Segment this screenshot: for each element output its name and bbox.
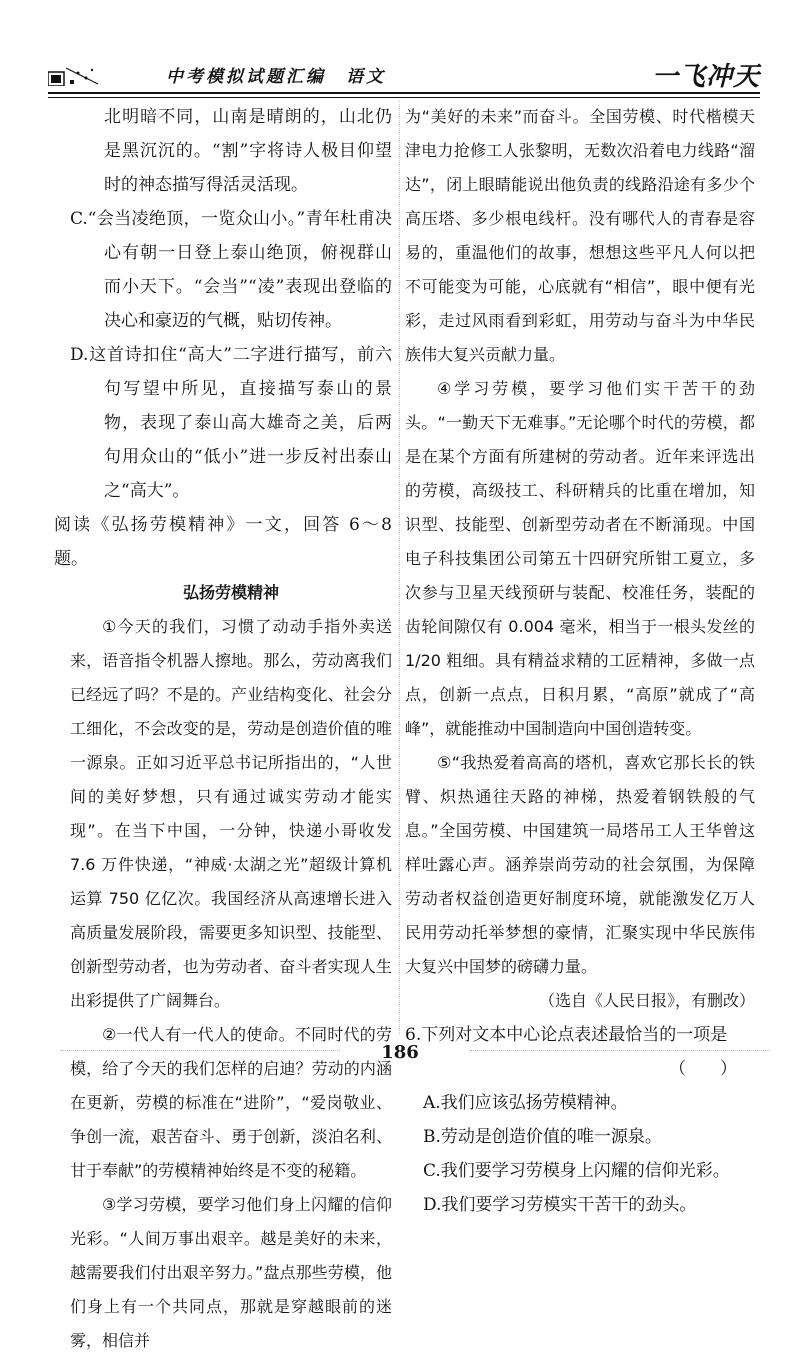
article-paragraph-5: ⑤“我热爱着高高的塔机，喜欢它那长长的铁臂、炽热通往天路的神梯，热爱着钢铁般的气息。”全国劳模、中国建筑一局塔吊工人王华曾这样吐露心声。涵养崇尚劳动的社会氛围，为保障劳动者权益创造更好制度环境，就能激发亿万人民用劳动托举梦想的豪情，汇聚实现中华民族伟大复兴中国梦的磅礴力量。 — [405, 753, 755, 976]
article-paragraph-3: ③学习劳模，要学习他们身上闪耀的信仰光彩。“人间万事出艰辛。越是美好的未来，越需要我们付出艰辛努力。”盘点那些劳模，他们身上有一个共同点，那就是穿越眼前的迷雾，相信并 — [70, 1195, 392, 1350]
reading-instruction: 阅读《弘扬劳模精神》一文，回答 6～8 题。 — [54, 515, 392, 569]
answer-bracket: （ ） — [669, 1059, 737, 1079]
article-source: （选自《人民日报》，有删改） — [538, 991, 755, 1010]
option-c: C.“会当凌绝顶，一览众山小。”青年杜甫决心有朝一日登上泰山绝顶，俯视群山而小天下。“会当”“凌”表现出登临的决心和豪迈的气概，贴切传神。 — [70, 209, 392, 331]
article-paragraph-1: ①今天的我们，习惯了动动手指外卖送来，语音指令机器人擦地。那么，劳动离我们已经远了吗？不是的。产业结构变化、社会分工细化，不会改变的是，劳动是创造价值的唯一源泉。正如习近平总书记所指出的，“人世间的美好梦想，只有通过诚实劳动才能实现”。在当下中国，一分钟，快递小哥收发 7.6 万件快递，“神威·太湖之光”超级计算机运算 750 亿亿次。我国经济从高速增长进入高质量发展阶段，需要更多知识型、技能型、创新型劳动者，也为劳动者、奋斗者实现人生出彩提供了广阔舞台。 — [70, 617, 392, 1010]
choice-d: D.我们要学习劳模实干苦干的劲头。 — [423, 1195, 697, 1215]
left-column — [54, 100, 392, 1358]
article-paragraph-2: ②一代人有一代人的使命。不同时代的劳模，给了今天的我们怎样的启迪？劳动的内涵在更新，劳模的标准在“进阶”，“爱岗敬业、争创一流，艰苦奋斗、勇于创新，淡泊名利、甘于奉献”的劳模精神始终是不变的秘籍。 — [70, 1025, 392, 1180]
option-d: D.这首诗扣住“高大”二字进行描写，前六句写望中所见，直接描写泰山的景物，表现了泰山高大雄奇之美，后两句用众山的“低小”进一步反衬出泰山之“高大”。 — [70, 345, 392, 501]
header-brand: 一飞冲天 — [651, 62, 760, 92]
header-rule-thin — [48, 97, 760, 98]
header-title: 中考模拟试题汇编 语文 — [166, 67, 386, 87]
choice-a: A.我们应该弘扬劳模精神。 — [423, 1093, 628, 1113]
choice-b: B.劳动是创造价值的唯一源泉。 — [423, 1127, 662, 1147]
decorative-mark-icon — [48, 64, 100, 86]
question-6: 6.下列对文本中心论点表述最恰当的一项是 — [405, 1025, 728, 1045]
column-divider — [399, 100, 400, 1035]
header-rule-thick — [48, 92, 760, 94]
page-number: 186 — [381, 1042, 419, 1063]
article-title: 弘扬劳模精神 — [182, 583, 279, 602]
page-header — [48, 56, 760, 96]
choice-c: C.我们要学习劳模身上闪耀的信仰光彩。 — [423, 1161, 730, 1181]
article-paragraph-4: ④学习劳模，要学习他们实干苦干的劲头。“一勤天下无难事。”无论哪个时代的劳模，都是在某个方面有所建树的劳动者。近年来评选出的劳模，高级技工、科研精兵的比重在增加，知识型、技能型、创新型劳动者在不断涌现。中国电子科技集团公司第五十四研究所钳工夏立，多次参与卫星天线预研与装配、校准任务，装配的齿轮间隙仅有 0.004 毫米，相当于一根头发丝的 1/20 粗细。具有精益求精的工匠精神，多做一点点，创新一点点，日积月累，“高原”就成了“高峰”，就能推动中国制造向中国创造转变。 — [405, 379, 755, 738]
article-paragraph-3-continued: 为“美好的未来”而奋斗。全国劳模、时代楷模天津电力抢修工人张黎明，无数次沿着电力线路“溜达”，闭上眼睛能说出他负责的线路沿途有多少个高压塔、多少根电线杆。没有哪代人的青春是容易的，重温他们的故事，想想这些平凡人何以把不可能变为可能，心底就有“相信”，眼中便有光彩，走过风雨看到彩虹，用劳动与奋斗为中华民族伟大复兴贡献力量。 — [405, 107, 755, 364]
option-b-continued: 北明暗不同，山南是晴朗的，山北仍是黑沉沉的。“割”字将诗人极目仰望时的神态描写得活灵活现。 — [104, 107, 392, 195]
